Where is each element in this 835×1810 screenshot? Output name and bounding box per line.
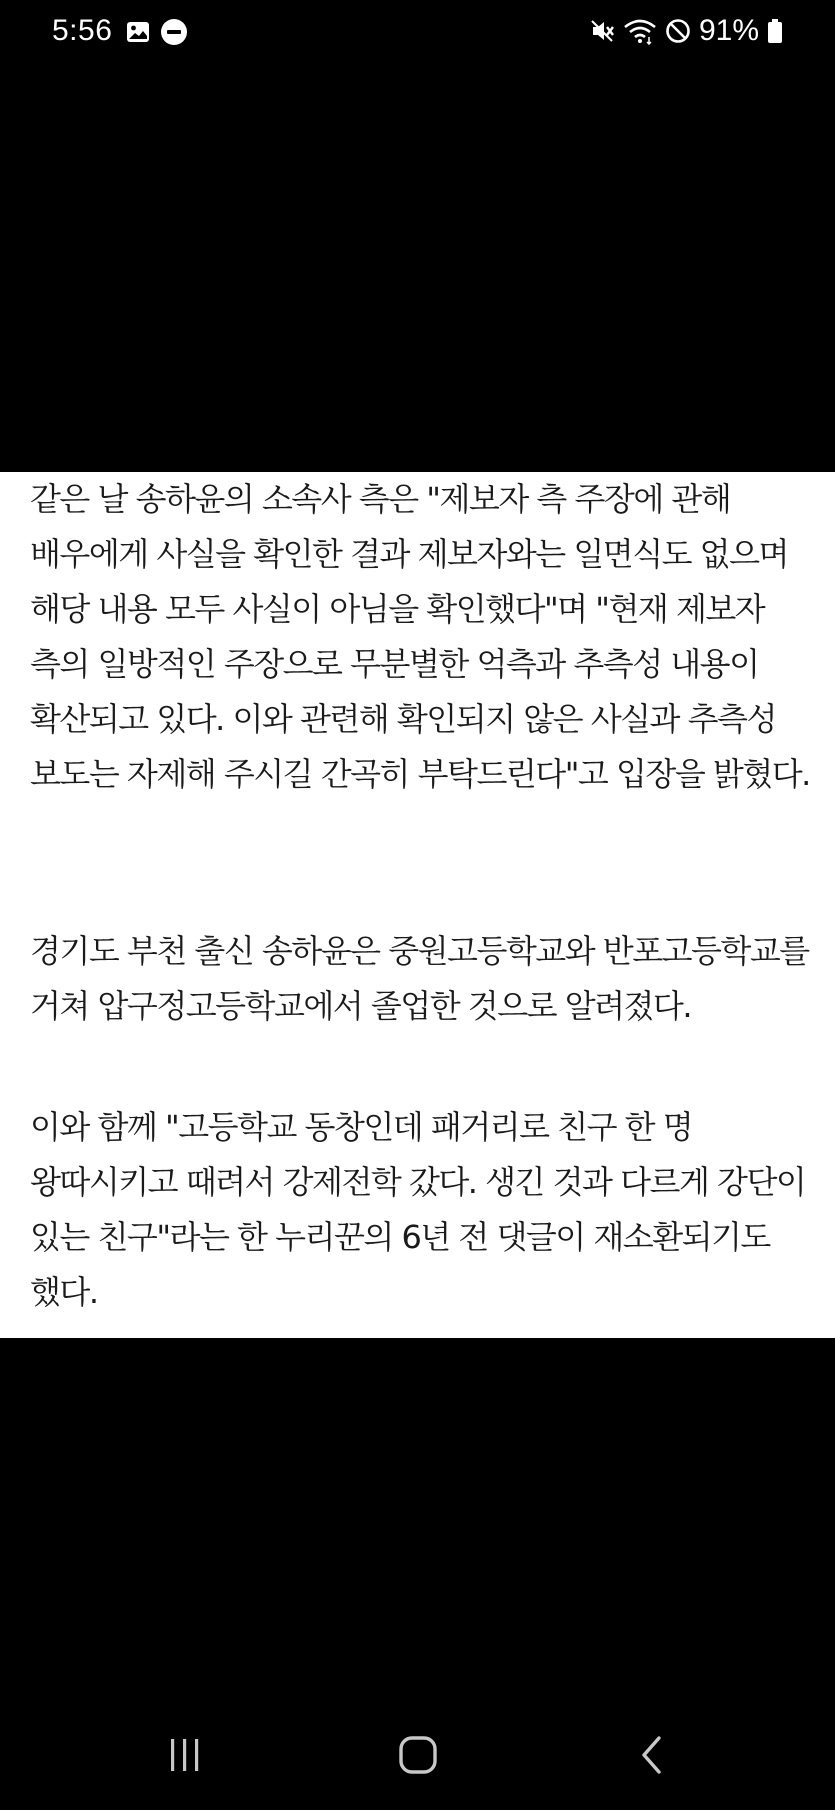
- navigation-bar: [0, 1700, 835, 1810]
- gallery-icon: [126, 20, 150, 44]
- article-paragraph-3: 이와 함께 "고등학교 동창인데 패거리로 친구 한 명 왕따시키고 때려서 강제전학 갔다. 생긴 것과 다르게 강단이 있는 친구"라는 한 누리꾼의 6년 전 댓글이 재소환되기도 했다.: [30, 1108, 806, 1311]
- back-icon: [634, 1734, 670, 1776]
- dnd-icon: [160, 18, 188, 46]
- mute-icon: [589, 18, 615, 44]
- battery-level: 91%: [698, 14, 759, 47]
- block-icon: [665, 18, 691, 44]
- home-button[interactable]: [388, 1730, 448, 1780]
- home-icon: [397, 1734, 439, 1776]
- status-right-icons: [589, 14, 783, 48]
- back-button[interactable]: [622, 1730, 682, 1780]
- status-bar: [0, 0, 835, 64]
- wifi-icon: [623, 17, 657, 45]
- article-paragraph-1: 같은 날 송하윤의 소속사 측은 "제보자 측 주장에 관해 배우에게 사실을 확인한 결과 제보자와는 일면식도 없으며 해당 내용 모두 사실이 아님을 확인했다"며 "현재 제보자 측의 일방적인 주장으로 무분별한 억측과 추측성 내용이 확산되고 있다. 이와 관련해 확인되지 않은 사실과 추측성 보도는 자제해 주시길 간곡히 부탁드린다"고 입장을 밝혔다.: [30, 480, 810, 793]
- recent-apps-icon: [165, 1735, 205, 1775]
- recent-apps-button[interactable]: [155, 1730, 215, 1780]
- status-time: 5:56: [52, 14, 113, 47]
- battery-icon: [767, 18, 783, 44]
- article-paragraph-2: 경기도 부천 출신 송하윤은 중원고등학교와 반포고등학교를 거쳐 압구정고등학교에서 졸업한 것으로 알려졌다.: [30, 932, 809, 1025]
- article-body: [0, 472, 835, 1338]
- status-left-icons: [126, 18, 188, 46]
